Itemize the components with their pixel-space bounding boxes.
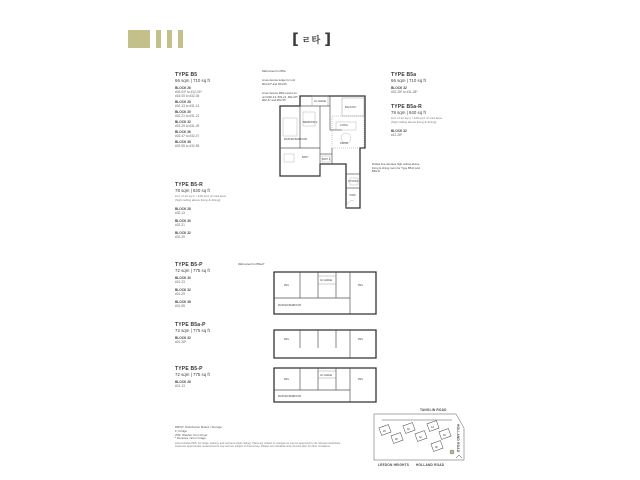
type-note: (high ceiling above living & dining)	[175, 197, 221, 202]
unit-range: #03-04* to #12-04*	[175, 89, 202, 94]
type-b5a-block	[391, 72, 471, 94]
type-b5ar-block	[391, 104, 471, 137]
unit-range: #01-23	[175, 279, 185, 284]
room-label: YARD	[349, 194, 356, 197]
block-number: 28	[395, 438, 398, 441]
disclaimer: Area includes PES, AC ledge, balcony and void area (high ceiling). Plans are subject to changes as may be approved by the relevant authorities. Areas are approximate measurements only and are subject to final survey. Please see individual units and site plan for other conditions.	[175, 442, 341, 449]
unit-range: #02-55 to #32-55	[175, 143, 200, 148]
type-title: TYPE B5	[175, 72, 198, 78]
block-label: BLOCK 36	[175, 129, 191, 134]
room-label: AC LEDGE	[320, 374, 333, 377]
block-label: BLOCK 38	[175, 299, 191, 304]
type-note: (high ceiling above living & dining)	[391, 119, 437, 124]
callout-ledge: Lines denote ledge for unit #04-04* and #04-05	[262, 78, 295, 86]
brand-bar	[178, 30, 183, 48]
room-label: PES	[358, 378, 363, 381]
room-label: MASTER BEDROOM	[278, 395, 301, 398]
block-label: BLOCK 26	[175, 85, 191, 90]
logo-mark: ㄹ타	[301, 35, 322, 46]
unit-range: #01-28*	[175, 339, 187, 344]
unit-range: #02-21 to #31-21	[175, 113, 200, 118]
type-area: 72 sqm | 775 sq ft	[175, 268, 210, 273]
callout-wall-extent-p: Wall extent for B5a-P	[238, 262, 265, 266]
block-label: BLOCK 32	[175, 287, 191, 292]
road-label-right: HOLLAND ROAD	[456, 424, 460, 453]
unit-range: #01-13	[175, 383, 185, 388]
type-note: incl. of 12 sq m / 129 sq ft of void area	[175, 194, 226, 199]
floor-plan-b5p2	[270, 364, 380, 406]
block-number: 36	[443, 434, 446, 437]
legend-line: * Denotes mirror image	[175, 436, 206, 441]
room-label: AC LEDGE	[320, 279, 333, 282]
block-label: BLOCK 28	[175, 99, 191, 104]
type-title: TYPE B5-P	[175, 366, 203, 372]
block-number: 32	[419, 436, 422, 439]
type-title: TYPE B5-R	[175, 182, 203, 188]
callout-pes: Lines denote PES extent for unit #02-13, #02-21, #02-29*, #02-47 and #02-55	[262, 91, 299, 102]
legend-line: WM: Washer Cum Dryer	[175, 432, 208, 437]
block-label: BLOCK 30	[175, 275, 191, 280]
brand-bar	[156, 30, 161, 48]
unit-range: #01-55	[175, 303, 185, 308]
floor-plan-b5	[270, 78, 380, 213]
type-title: TYPE B5a-P	[175, 322, 206, 328]
room-label: MASTER BEDROOM	[284, 138, 307, 141]
unit-range: #32-21	[175, 222, 185, 227]
block-label: BLOCK 30	[175, 218, 191, 223]
brand-bar	[167, 30, 172, 48]
block-label: BLOCK 38	[175, 139, 191, 144]
road-label-top: TANGLIN ROAD	[420, 408, 447, 412]
room-label: PES	[284, 378, 289, 381]
floor-plan-b5p	[270, 268, 380, 318]
unit-range: #02-13 to #31-13	[175, 103, 200, 108]
block-label: BLOCK 32	[175, 230, 191, 235]
block-label: BLOCK 30	[175, 109, 191, 114]
block-label: BLOCK 32	[391, 85, 407, 90]
room-label: MASTER BEDROOM	[278, 304, 301, 307]
type-area: 66 sqm | 710 sq ft	[175, 78, 210, 83]
legend	[175, 426, 325, 441]
block-label: BLOCK 28	[175, 379, 191, 384]
type-area: 72 sqm | 775 sq ft	[175, 328, 210, 333]
room-label: KITCHEN	[348, 180, 359, 183]
block-label: BLOCK 32	[175, 335, 191, 340]
type-area: 78 sqm | 840 sq ft	[175, 188, 210, 193]
logo	[292, 31, 331, 47]
block-number: 34	[431, 426, 434, 429]
block-number: 30	[407, 428, 410, 431]
room-label: PES	[284, 338, 289, 341]
room-label: PES	[358, 284, 363, 287]
unit-range: #02-47 to #32-47	[175, 133, 200, 138]
unit-range: #02-29 to #31-29	[175, 123, 200, 128]
room-label: BATH 2	[322, 158, 331, 161]
type-b5r-block	[175, 182, 255, 239]
road-label-bottom-left: LEEDON HEIGHTS	[378, 463, 410, 467]
type-b5p2-block	[175, 366, 255, 388]
legend-line: F: Fridge	[175, 428, 188, 433]
type-note: incl. of 12 sq m / 129 sq ft of void area	[391, 116, 442, 121]
type-b5-block	[175, 72, 245, 148]
unit-range: #32-13	[175, 210, 185, 215]
room-label: PES	[284, 284, 289, 287]
unit-range: #12-28*	[391, 132, 403, 137]
type-title: TYPE B5-P	[175, 262, 203, 268]
brand-bar	[128, 30, 150, 48]
callout-dotted-line: Dotted line denotes high ceiling above living & dining room for Type B5-R and B5a-R	[372, 162, 420, 173]
legend-line: DB/ST: Distribution Board / Storage	[175, 425, 223, 429]
callout-wall-extent: Wall extent for B5a	[262, 69, 286, 73]
block-number: 38	[435, 446, 438, 449]
room-label: AC LEDGE	[314, 100, 327, 103]
block-label: BLOCK 32	[391, 128, 407, 133]
brand-bars	[128, 30, 183, 48]
room-label: BALCONY	[345, 106, 357, 109]
unit-range: #15-05 to #32-05	[175, 93, 200, 98]
type-title: TYPE B5a-R	[391, 104, 422, 110]
room-label: LIVING	[340, 124, 348, 127]
block-label: BLOCK 28	[175, 206, 191, 211]
unit-range: #01-29	[175, 291, 185, 296]
logo-bracket-right: ]	[324, 30, 332, 48]
room-label: PES	[358, 338, 363, 341]
room-label: BATH	[302, 156, 309, 159]
room-label: DINING	[340, 142, 349, 145]
road-label-bottom-right: HOLLAND ROAD	[416, 463, 445, 467]
type-title: TYPE B5a	[391, 72, 417, 78]
type-area: 66 sqm | 710 sq ft	[391, 78, 426, 83]
type-area: 72 sqm | 775 sq ft	[175, 372, 210, 377]
type-area: 78 sqm | 840 sq ft	[391, 110, 426, 115]
key-plan	[368, 408, 468, 470]
floor-plan-b5ap	[270, 328, 380, 362]
unit-range: #32-29	[175, 234, 185, 239]
room-label: BEDROOM 2	[303, 121, 318, 124]
logo-bracket-left: [	[292, 30, 299, 48]
unit-range: #02-28* to #11-28*	[391, 89, 418, 94]
type-b5p-block	[175, 262, 255, 308]
block-number: 26	[383, 430, 386, 433]
type-b5ap-block	[175, 322, 255, 344]
block-label: BLOCK 32	[175, 119, 191, 124]
